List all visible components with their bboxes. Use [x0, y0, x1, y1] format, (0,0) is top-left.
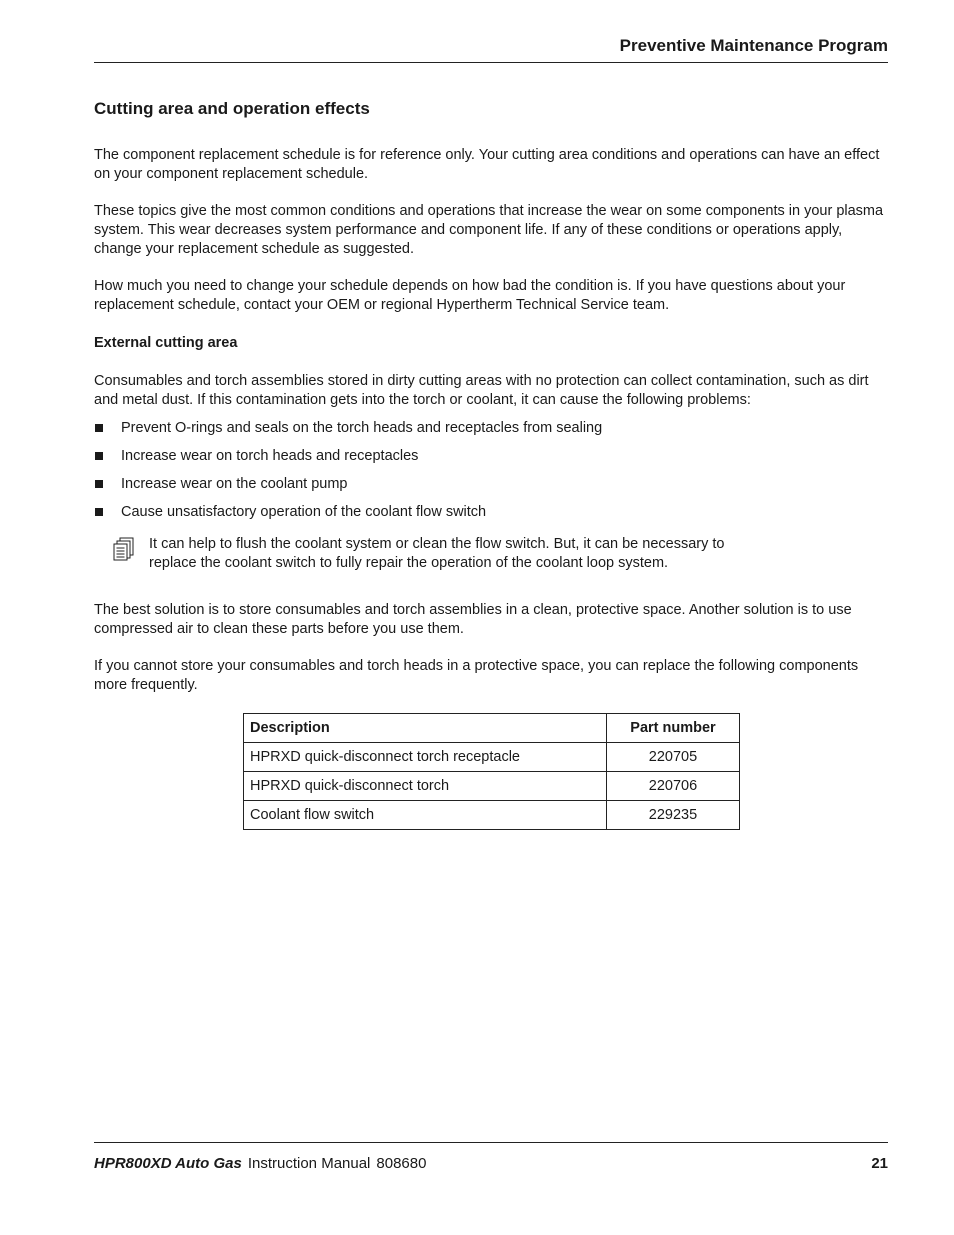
- column-header-part-number: Part number: [607, 714, 740, 743]
- bullet-square-icon: [95, 508, 103, 516]
- note-text: It can help to flush the coolant system or clean the flow switch. But, it can be necessary to replace the coolant switch to fully repair the operation of the coolant loop system.: [149, 536, 725, 571]
- cell-part-number: 229235: [607, 801, 740, 830]
- bullet-square-icon: [95, 424, 103, 432]
- cell-description: HPRXD quick-disconnect torch receptacle: [244, 743, 607, 772]
- footer-rule: [94, 1142, 888, 1143]
- page-number: 21: [871, 1155, 888, 1172]
- note-pages-icon: [113, 537, 135, 561]
- list-item-text: Cause unsatisfactory operation of the coolant flow switch: [121, 504, 487, 520]
- table-header-row: [244, 714, 740, 743]
- problem-list: [94, 419, 888, 522]
- cell-description: Coolant flow switch: [244, 801, 607, 830]
- note-block: [94, 535, 888, 573]
- list-item: [94, 503, 888, 522]
- parts-table: [243, 713, 740, 830]
- table-row: [244, 743, 740, 772]
- list-item: [94, 447, 888, 466]
- list-item: [94, 475, 888, 494]
- running-header-title: Preventive Maintenance Program: [619, 36, 888, 55]
- page-footer: [94, 1155, 888, 1172]
- subsection-intro: Consumables and torch assemblies stored in dirty cutting areas with no protection can collect contamination, such as dirt and metal dust. If this contamination gets into the torch or coolant, it can cause the following problems:: [94, 373, 869, 408]
- footer-manual-label: Instruction Manual: [247, 1155, 371, 1172]
- footer-model: HPR800XD Auto Gas: [94, 1155, 242, 1172]
- cell-part-number: 220706: [607, 772, 740, 801]
- cell-part-number: 220705: [607, 743, 740, 772]
- subsection-heading: External cutting area: [94, 335, 238, 351]
- list-item-text: Increase wear on the coolant pump: [121, 476, 348, 492]
- subsection-paragraph: If you cannot store your consumables and torch heads in a protective space, you can replace the following components more frequently.: [94, 658, 859, 693]
- header-rule: [94, 62, 888, 63]
- table-row: [244, 801, 740, 830]
- footer-manual-number: 808680: [376, 1155, 427, 1172]
- list-item: [94, 419, 888, 438]
- cell-description: HPRXD quick-disconnect torch: [244, 772, 607, 801]
- list-item-text: Prevent O-rings and seals on the torch heads and receptacles from sealing: [121, 420, 603, 436]
- section-paragraph: These topics give the most common conditions and operations that increase the wear on some components in your plasma system. This wear decreases system performance and component life. If any of these conditions or operations apply, change your replacement schedule as suggested.: [94, 203, 884, 257]
- section-heading: Cutting area and operation effects: [94, 99, 370, 118]
- column-header-description: Description: [244, 714, 607, 743]
- subsection-paragraph: The best solution is to store consumables and torch assemblies in a clean, protective space. Another solution is to use compressed air to clean these parts before you use them.: [94, 602, 852, 637]
- list-item-text: Increase wear on torch heads and receptacles: [121, 448, 419, 464]
- bullet-square-icon: [95, 452, 103, 460]
- page-content: [94, 98, 888, 830]
- section-paragraph: How much you need to change your schedule depends on how bad the condition is. If you have questions about your replacement schedule, contact your OEM or regional Hypertherm Technical Service team.: [94, 278, 846, 313]
- table-row: [244, 772, 740, 801]
- section-paragraph: The component replacement schedule is for reference only. Your cutting area conditions and operations can have an effect on your component replacement schedule.: [94, 147, 880, 182]
- bullet-square-icon: [95, 480, 103, 488]
